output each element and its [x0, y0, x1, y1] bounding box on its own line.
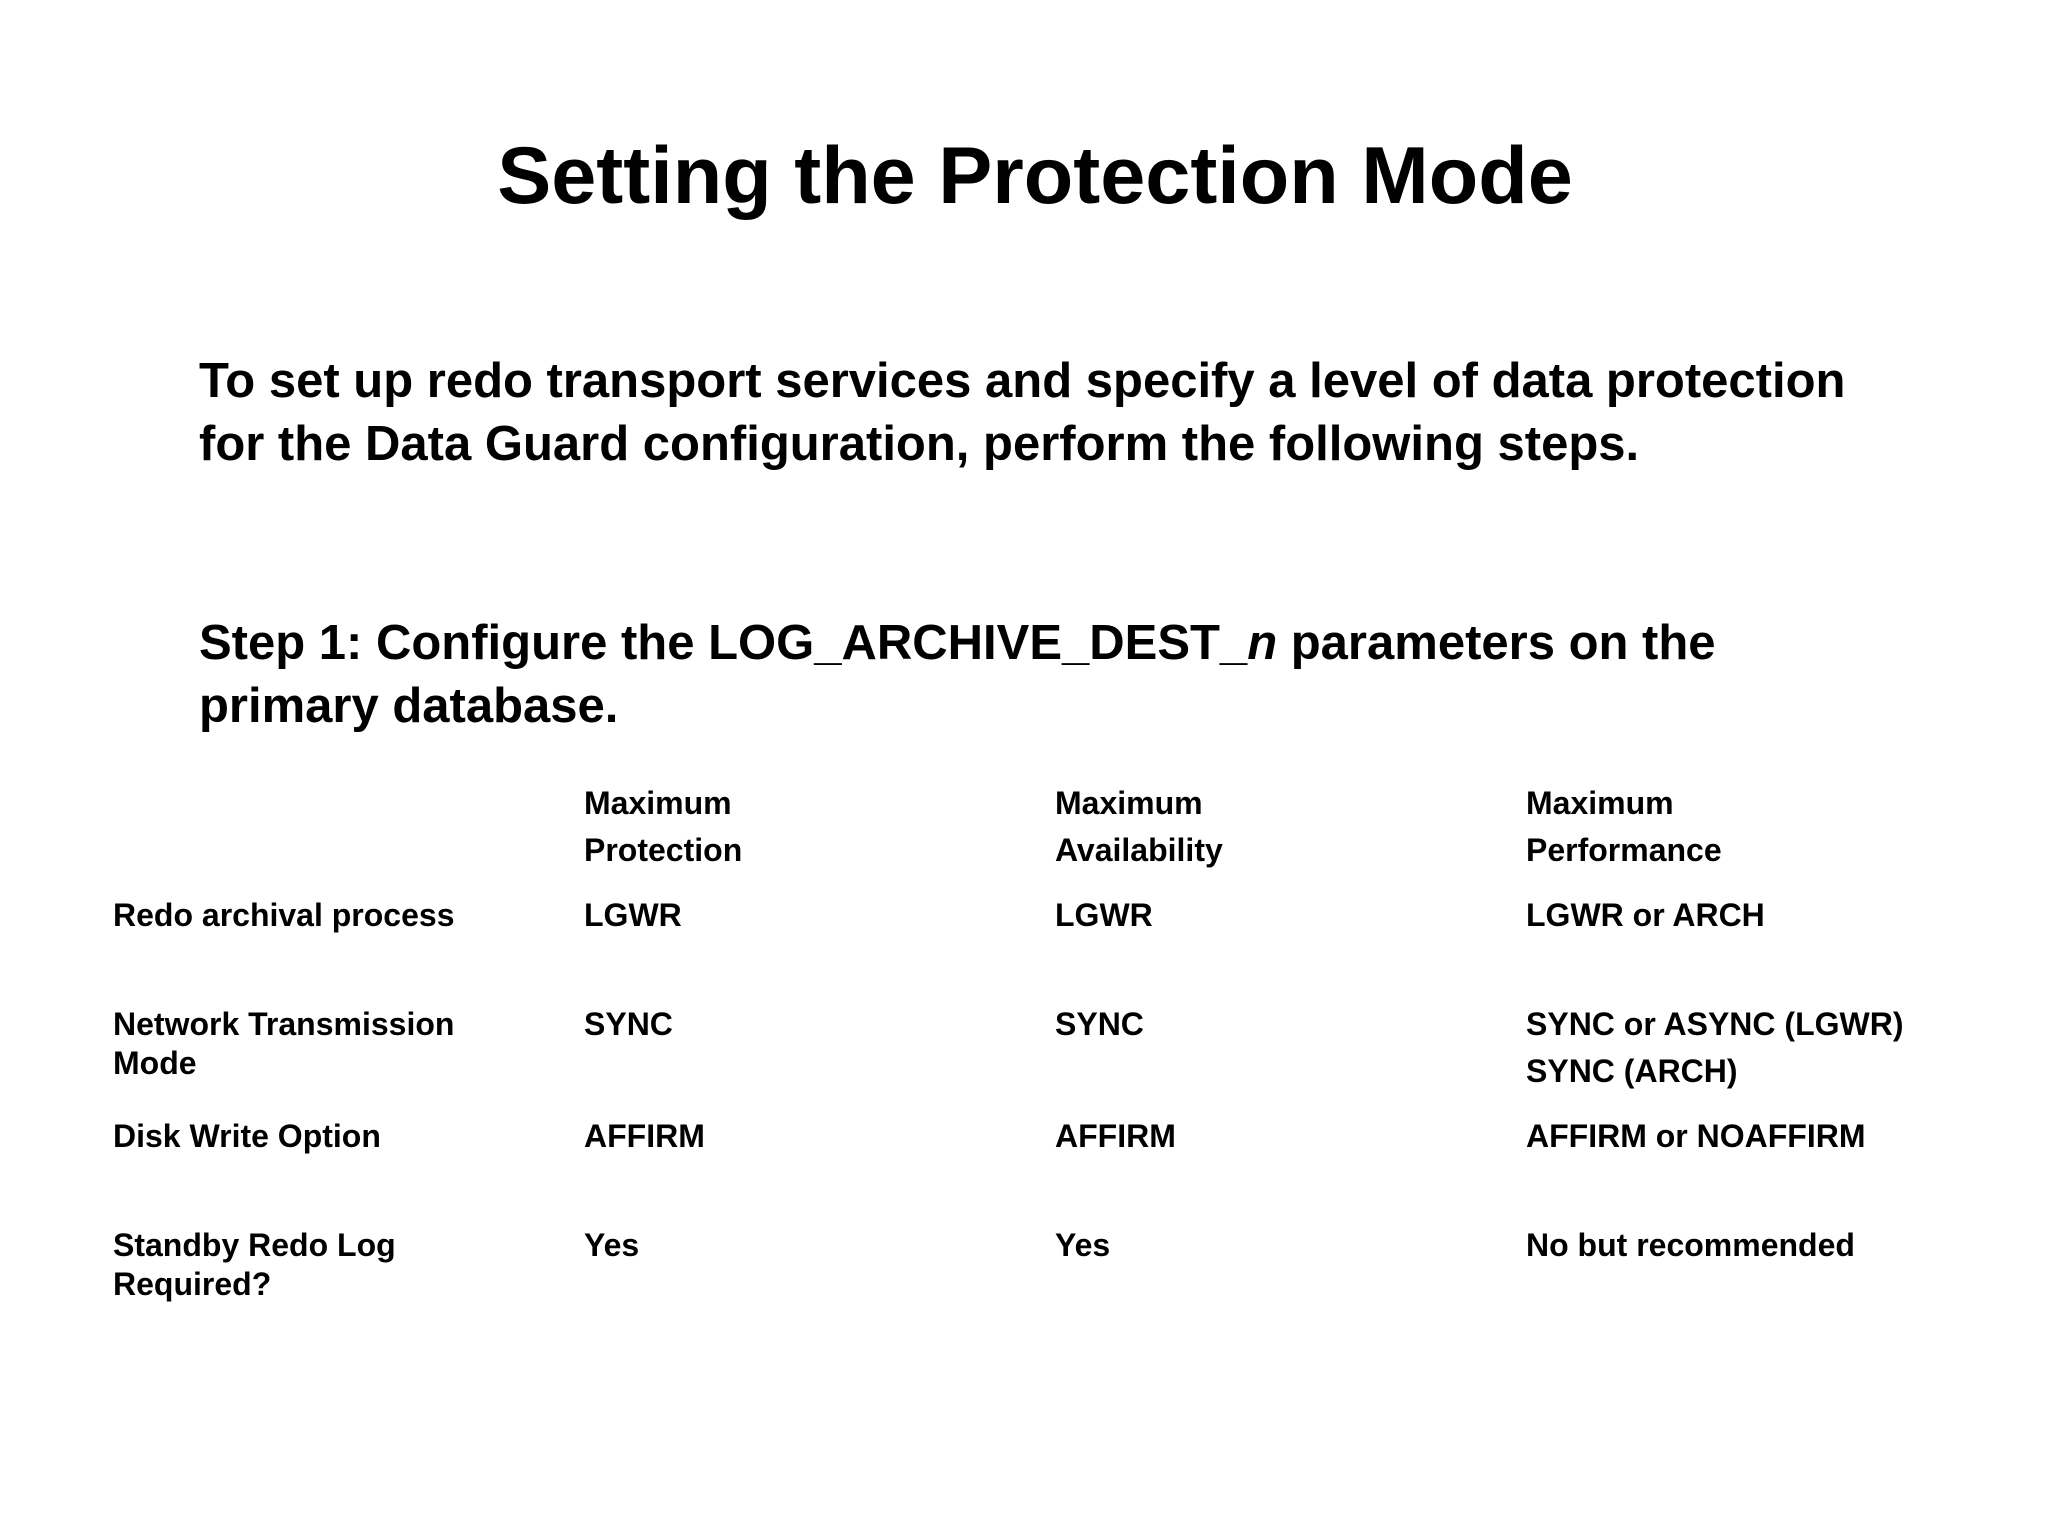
cell-line: No but recommended	[1526, 1227, 1855, 1263]
header-max-performance-line1: Maximum	[1526, 785, 1674, 821]
cell-disk-write-performance	[1526, 1113, 1866, 1160]
row-label-line: Required?	[113, 1266, 272, 1302]
step-1-suffix: parameters on the primary database.	[199, 616, 1716, 733]
cell-redo-archival-performance	[1526, 892, 1765, 939]
cell-line: SYNC	[584, 1006, 673, 1042]
row-label-line: Redo archival process	[113, 897, 455, 933]
cell-redo-archival-availability	[1055, 892, 1153, 939]
cell-standby-redo-protection	[584, 1222, 639, 1269]
row-label-network-transmission-mode	[113, 1005, 454, 1083]
row-label-line: Mode	[113, 1045, 197, 1081]
row-label-line: Network Transmission	[113, 1006, 455, 1042]
cell-standby-redo-availability	[1055, 1222, 1110, 1269]
intro-paragraph: To set up redo transport services and specify a level of data protection for the Data Guard configuration, perform the following steps.	[199, 354, 1846, 471]
row-label-line: Standby Redo Log	[113, 1227, 396, 1263]
cell-network-mode-performance	[1526, 1001, 1903, 1095]
cell-line: SYNC (ARCH)	[1526, 1053, 1738, 1089]
cell-line: LGWR	[584, 897, 682, 933]
header-max-performance-line2: Performance	[1526, 832, 1722, 868]
cell-line: LGWR or ARCH	[1526, 897, 1765, 933]
cell-line: Yes	[1055, 1227, 1111, 1263]
header-max-availability-line2: Availability	[1055, 832, 1223, 868]
cell-disk-write-availability	[1055, 1113, 1176, 1160]
header-max-protection-line2: Protection	[584, 832, 743, 868]
cell-line: SYNC	[1055, 1006, 1144, 1042]
cell-line: AFFIRM	[1055, 1118, 1176, 1154]
row-label-disk-write-option	[113, 1117, 381, 1156]
header-max-performance	[1526, 780, 1722, 874]
row-label-redo-archival-process	[113, 896, 454, 935]
row-label-line: Disk Write Option	[113, 1118, 381, 1154]
cell-line: AFFIRM	[584, 1118, 705, 1154]
step-1-parameter-variable: n	[1247, 616, 1278, 670]
cell-line: SYNC or ASYNC (LGWR)	[1526, 1006, 1904, 1042]
cell-disk-write-protection	[584, 1113, 705, 1160]
cell-redo-archival-protection	[584, 892, 682, 939]
header-max-availability	[1055, 780, 1223, 874]
slide-title: Setting the Protection Mode	[497, 131, 1573, 221]
header-max-protection	[584, 780, 742, 874]
step-1-prefix: Step 1: Configure the LOG_ARCHIVE_DEST_	[199, 616, 1248, 670]
header-max-availability-line1: Maximum	[1055, 785, 1203, 821]
header-max-protection-line1: Maximum	[584, 785, 732, 821]
cell-line: AFFIRM or NOAFFIRM	[1526, 1118, 1866, 1154]
cell-network-mode-availability	[1055, 1001, 1144, 1048]
cell-standby-redo-performance	[1526, 1222, 1855, 1269]
row-label-standby-redo-log-required	[113, 1226, 396, 1304]
cell-line: Yes	[584, 1227, 640, 1263]
cell-line: LGWR	[1055, 897, 1153, 933]
cell-network-mode-protection	[584, 1001, 673, 1048]
step-1-paragraph	[199, 612, 1899, 738]
